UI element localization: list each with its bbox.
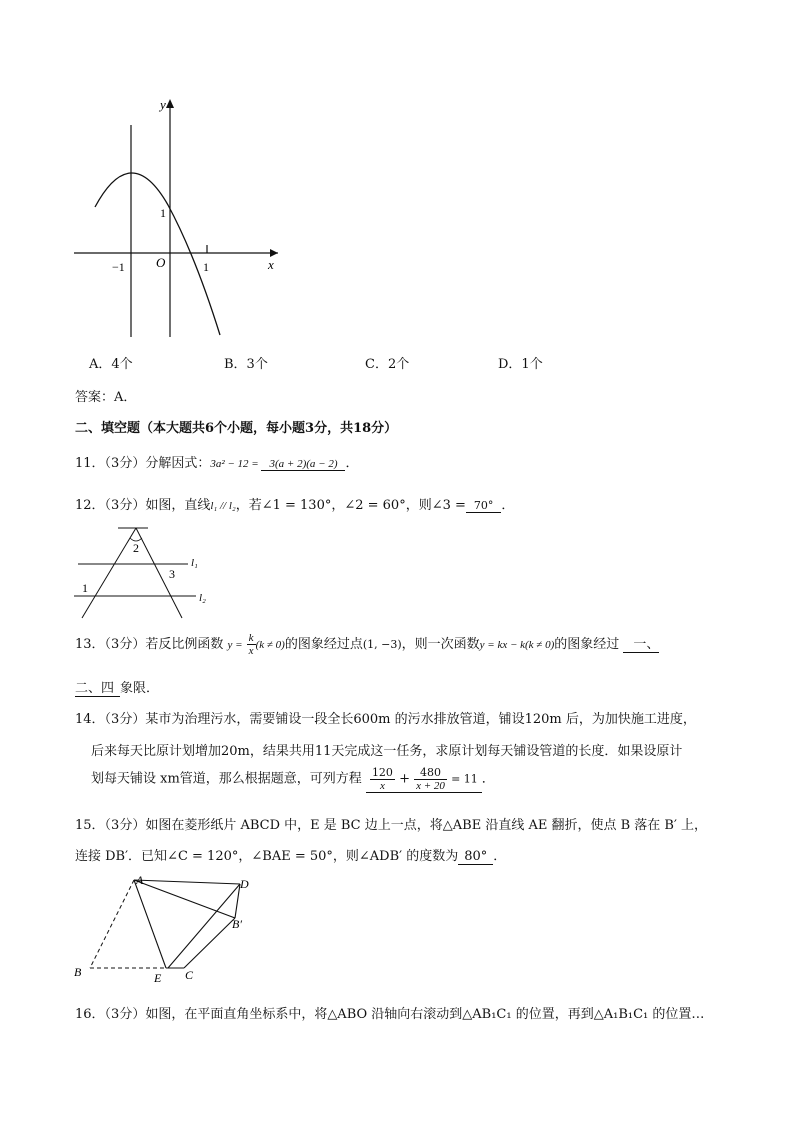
q11-answer-text: 3(a + 2)(a − 2) xyxy=(269,458,338,470)
q11-answer xyxy=(261,458,345,471)
x-axis-label: x xyxy=(268,257,274,272)
y-axis-label: y xyxy=(160,97,166,112)
q14-end: ． xyxy=(481,771,495,787)
q13-answer-2 xyxy=(75,677,120,697)
q14-f1-num: 120 xyxy=(371,766,393,779)
q14-line3-prefix: 划每天铺设 xm管道，那么根据题意，可列方程 xyxy=(91,771,362,787)
origin-label: O xyxy=(156,255,166,270)
q14-line2: 后来每天比原计划增加20m，结果共用11天完成这一任务，求原计划每天铺设管道的长度．如果设原计 xyxy=(91,744,683,759)
q13-x: x xyxy=(248,645,254,657)
q13-mid1: 的图象经过点 xyxy=(284,637,363,652)
point-E-label: E xyxy=(154,971,162,985)
q14-f2-num: 480 xyxy=(414,766,447,780)
question-13 xyxy=(75,632,659,657)
rhombus-figure xyxy=(70,870,270,985)
parabola-graph xyxy=(70,95,290,345)
q12-prefix: 12．（3分）如图，直线 xyxy=(75,498,211,513)
q13-answer-2-text: 二、四 xyxy=(75,681,115,696)
q13-fraction xyxy=(247,632,256,657)
point-B-label: B xyxy=(74,965,82,979)
l2-label: l₂ xyxy=(199,592,206,604)
q13-answer-1-text: 一、 xyxy=(633,637,660,652)
point-A-label: A xyxy=(136,873,144,887)
y-one-label: 1 xyxy=(160,206,166,220)
point-Bprime-label: B′ xyxy=(232,917,242,931)
q12-mid: ，若∠1 = 130°，∠2 = 60°，则∠3 = xyxy=(235,498,466,513)
q15-answer-text: 80° xyxy=(464,849,488,864)
q12-answer xyxy=(466,499,502,513)
question-13-line2 xyxy=(75,677,159,697)
q15-line2-prefix: 连接 DB′．已知∠C = 120°，∠BAE = 50°，则∠ADB′ 的度数为 xyxy=(75,849,459,864)
q13-linear: y = kx − k(k ≠ 0) xyxy=(479,639,555,651)
q13-mid3: 的图象经过 xyxy=(554,637,620,652)
q13-end: 象限． xyxy=(120,681,160,696)
q14-f2-den: x + 20 xyxy=(416,780,445,792)
q14-line3 xyxy=(91,766,495,793)
answer-10: 答案：A． xyxy=(75,390,137,405)
angle-1-label: 1 xyxy=(82,581,88,595)
q11-expr: 3a² − 12 = xyxy=(210,458,262,470)
q14-f1-den: x xyxy=(379,780,385,792)
q13-prefix: 13．（3分）若反比例函数 xyxy=(75,637,224,652)
q14-eq: = 11 xyxy=(451,772,478,786)
q13-mid2: ，则一次函数 xyxy=(401,637,480,652)
question-12 xyxy=(75,494,514,513)
q11-prefix: 11．（3分）分解因式： xyxy=(75,456,211,471)
question-11 xyxy=(75,452,359,471)
q15-end: ． xyxy=(493,849,507,864)
q13-y: y = xyxy=(227,639,243,651)
q11-end: ． xyxy=(345,456,359,471)
q13-k: k xyxy=(248,632,254,644)
q15-line1: 15．（3分）如图在菱形纸片 ABCD 中，E 是 BC 边上一点，将△ABE 沿直线 AE 翻折，使点 B 落在 B′ 上， xyxy=(75,818,708,833)
option-d: D．1个 xyxy=(498,357,543,372)
q14-fraction-2 xyxy=(414,766,447,792)
q12-answer-text: 70° xyxy=(473,499,494,512)
q14-plus: + xyxy=(399,771,410,787)
q15-line2 xyxy=(75,845,506,865)
point-D-label: D xyxy=(240,877,249,891)
q12-lines: l₁ // l₂ xyxy=(210,500,236,512)
q13-point: (1, −3) xyxy=(362,638,402,651)
section-heading: 二、填空题（本大题共6个小题，每小题3分，共18分） xyxy=(75,421,398,436)
q14-line1: 14．（3分）某市为治理污水，需要铺设一段全长600m 的污水排放管道，铺设120m 后，为加快施工进度， xyxy=(75,712,696,727)
option-a: A．4个 xyxy=(89,357,133,372)
option-c: C．2个 xyxy=(365,357,410,372)
point-C-label: C xyxy=(185,968,194,982)
parallel-lines-figure xyxy=(70,524,220,620)
q14-answer xyxy=(366,766,482,793)
question-16: 16．（3分）如图，在平面直角坐标系中，将△ABO 沿轴向右滚动到△AB₁C₁ 的位置，再到△A₁B₁C₁ 的位置… xyxy=(75,1007,705,1022)
minus-one-label: −1 xyxy=(112,260,125,274)
q15-answer xyxy=(458,849,493,865)
q13-cond: (k ≠ 0) xyxy=(255,639,285,651)
angle-2-label: 2 xyxy=(133,541,139,555)
q14-fraction-1 xyxy=(370,766,395,792)
option-b: B．3个 xyxy=(224,357,268,372)
angle-3-label: 3 xyxy=(169,567,175,581)
l1-label: l₁ xyxy=(191,557,198,569)
q13-answer-1 xyxy=(623,633,659,653)
q12-end: ． xyxy=(501,498,515,513)
x-one-label: 1 xyxy=(203,260,209,274)
